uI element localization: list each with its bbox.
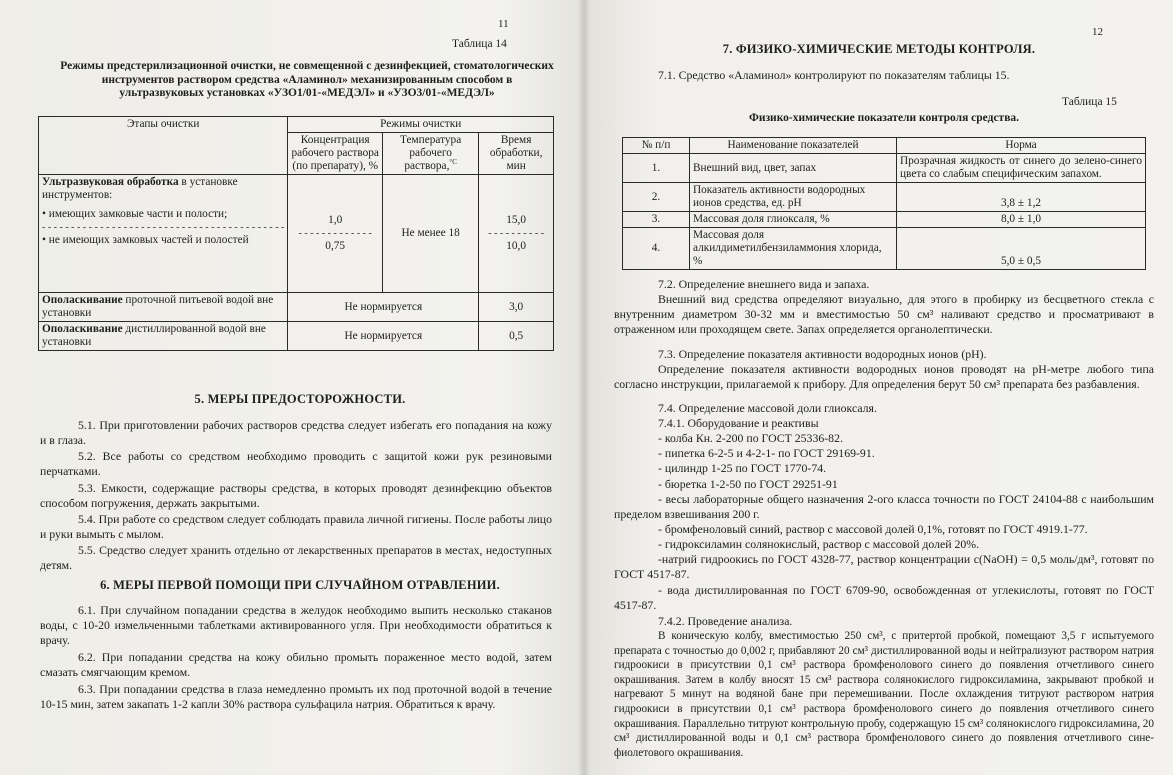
table-cell: Показатель активности водородных ионов средства, ед. pH <box>690 183 897 212</box>
right-page <box>584 0 1173 775</box>
section-6-title: 6. МЕРЫ ПЕРВОЙ ПОМОЩИ ПРИ СЛУЧАЙНОМ ОТРАВЛЕНИИ. <box>100 578 500 592</box>
paragraph-7-4-2: В коническую колбу, вместимостью 250 см³, с притертой пробкой, помещают 3,5 г испытуемого препарата с точностью до 0,002 г, прибавляют 20 см³ дистиллированной воды и нейтрализуют раствором натрия гидроокиси в присутствии 0,1 см³ раствора бромфенолового синего до появления отчетливого синего окрашивания. Затем в колбу вносят 15 см³ раствора солянокислого гидроксиламина, закрывают пробкой и нагревают 5 минут на водяной бане при перемешивании. После охлаждения титруют раствором натрия гидроокиси в присутствии 0,1 см³ раствора бромфенолового синего до появления отчетливого синего окрашивания. Параллельно титруют контрольную пробу, содержащую 15 см³ солянокислого гидроксиламина, 20 см³ дистиллированной воды и 0,1 см³ раствора бромфенолового синего до появления отчетливого сине-фиолетового окрашивания. <box>614 630 1154 759</box>
row-rinse-tap-stage: Ополаскивание проточной питьевой водой вне установки <box>39 293 288 322</box>
paragraph-5-2: 5.2. Все работы со средством необходимо проводить с защитой кожи рук резиновыми перчатками. <box>40 449 552 479</box>
book-gutter <box>578 0 590 775</box>
paragraph-6-2: 6.2. При попадании средства на кожу обильно промыть пораженное место водой, затем смазать смягчающим кремом. <box>40 650 552 680</box>
header-time: Время обработки, мин <box>479 133 554 175</box>
paragraph-7-2: Внешний вид средства определяют визуально, для этого в пробирку из бесцветного стекла с внутренним диаметром 30-32 мм и вместимостью 50 см³ наливают средство и просматривают в отраженном или проходящем свете. Запах определяется органолептически. <box>614 292 1154 337</box>
paragraph-5-5: 5.5. Средство следует хранить отдельно от лекарственных препаратов в местах, недоступных детям. <box>40 543 552 573</box>
row-ultrasound-stage: Ультразвуковая обработка в установке инструментов: • имеющих замковые части и полости; - - - - - - - - - - - - - - - - - - - - - - - - - - - - - - - - - - - - - - - - - - • не имеющих замковых частей и полостей <box>39 175 288 293</box>
table-cell: 1. <box>623 154 690 183</box>
divider: - - - - - - - - - - <box>488 228 545 239</box>
list-item: - бромфеноловый синий, раствор с массовой долей 0,1%, готовят по ГОСТ 4919.1-77. <box>658 522 1088 536</box>
paragraph-6-3: 6.3. При попадании средства в глаза немедленно промыть их под проточной водой в течение 10-15 мин, затем закапать 1-2 капли 30% раствора сульфацила натрия. Обратиться к врачу. <box>40 682 552 712</box>
list-item: - колба Кн. 2-200 по ГОСТ 25336-82. <box>658 431 843 445</box>
page-number: 12 <box>1092 26 1103 38</box>
row-rinse-tap-time: 3,0 <box>479 293 554 322</box>
paragraph-7-1: 7.1. Средство «Аламинол» контролируют по показателям таблицы 15. <box>658 68 1010 82</box>
list-item: - вода дистиллированная по ГОСТ 6709-90, освобожденная от углекислоты, готовят по ГОСТ 4517-87. <box>614 583 1154 613</box>
section-7-title: 7. ФИЗИКО-ХИМИЧЕСКИЕ МЕТОДЫ КОНТРОЛЯ. <box>722 42 1036 56</box>
list-item: • не имеющих замковых частей и полостей <box>42 234 249 246</box>
equipment-list <box>658 431 1154 492</box>
row-rinse-distilled-time: 0,5 <box>479 322 554 351</box>
header-modes: Режимы очистки <box>288 117 554 133</box>
section-7-4-2-title: 7.4.2. Проведение анализа. <box>658 614 793 628</box>
table-cell: 5,0 ± 0,5 <box>897 228 1146 270</box>
header-number: № п/п <box>623 138 690 154</box>
table-cell: Массовая доля алкилдиметилбензиламмония хлорида, % <box>690 228 897 270</box>
paragraph-5-3: 5.3. Емкости, содержащие растворы средства, в которых проводят дезинфекцию объектов способом погружения, держать закрытыми. <box>40 481 552 511</box>
page-number: 11 <box>498 18 509 30</box>
header-stage: Этапы очистки <box>39 117 288 175</box>
divider: - - - - - - - - - - - - - - - - - - - - - - - - - - - - - - - - - - - - - - - - - - <box>42 222 285 233</box>
section-5-title: 5. МЕРЫ ПРЕДОСТОРОЖНОСТИ. <box>194 392 406 406</box>
paragraph-6-1: 6.1. При случайном попадании средства в желудок необходимо выпить несколько стаканов воды, с 10-20 измельченными таблетками активированного угля. При необходимости обратиться к врачу. <box>40 603 552 648</box>
table-cell: 8,0 ± 1,0 <box>897 212 1146 228</box>
header-indicator: Наименование показателей <box>690 138 897 154</box>
divider: - - - - - - - - - - - - - <box>298 228 372 239</box>
paragraph-7-3: Определение показателя активности водородных ионов проводят на pH-метре любого типа согласно инструкции, прилагаемой к прибору. Для определения берут 50 см³ препарата без разбавления. <box>614 362 1154 392</box>
list-item: - гидроксиламин солянокислый, раствор с массовой долей 20%. <box>658 537 980 551</box>
row-ultrasound-time: 15,0 - - - - - - - - - - 10,0 <box>479 175 554 293</box>
list-item: - весы лабораторные общего назначения 2-ого класса точности по ГОСТ 24104-88 с наибольшим пределом взвешивания 200 г. <box>614 492 1154 522</box>
section-7-4-1-title: 7.4.1. Оборудование и реактивы <box>658 416 819 430</box>
table-title: Режимы предстерилизационной очистки, не совмещенной с дезинфекцией, стоматологических инструментов раствором средства «Аламинол» механизированным способом в ультразвуковых установках «УЗО1/01-«МЕДЭЛ» и «УЗО3/01-«МЕДЭЛ» <box>60 60 554 99</box>
header-temperature: Температура рабочего раствора,$^{^\circ С}$ <box>383 133 479 175</box>
table-15 <box>622 137 1146 270</box>
paragraph-5-1: 5.1. При приготовлении рабочих растворов средства следует избегать его попадания на кожу и в глаза. <box>40 418 552 448</box>
list-item: - цилиндр 1-25 по ГОСТ 1770-74. <box>658 461 827 476</box>
table-label: Таблица 14 <box>452 38 507 50</box>
left-page <box>0 0 584 775</box>
row-rinse-tap-norm: Не нормируется <box>288 293 479 322</box>
table-cell: Внешний вид, цвет, запах <box>690 154 897 183</box>
section-7-3-title: 7.3. Определение показателя активности водородных ионов (pH). <box>658 347 987 361</box>
list-item: -натрий гидроокись по ГОСТ 4328-77, раствор концентрации c(NaOH) = 0,5 моль/дм³, готовят по ГОСТ 4517-87. <box>614 552 1154 582</box>
table-cell: 3. <box>623 212 690 228</box>
section-7-4-title: 7.4. Определение массовой доли глиоксаля. <box>658 401 877 415</box>
table-cell: 3,8 ± 1,2 <box>897 183 1146 212</box>
table-14 <box>38 116 554 351</box>
row-ultrasound-temp: Не менее 18 <box>383 175 479 293</box>
table-label: Таблица 15 <box>1062 96 1117 108</box>
table-cell: 2. <box>623 183 690 212</box>
table-cell: Массовая доля глиоксаля, % <box>690 212 897 228</box>
row-ultrasound-conc: 1,0 - - - - - - - - - - - - - 0,75 <box>288 175 383 293</box>
header-concentration: Концентрация рабочего раствора (по препарату), % <box>288 133 383 175</box>
list-item: • имеющих замковые части и полости; <box>42 208 228 220</box>
list-item: - бюретка 1-2-50 по ГОСТ 29251-91 <box>658 476 838 491</box>
row-rinse-distilled-norm: Не нормируется <box>288 322 479 351</box>
paragraph-5-4: 5.4. При работе со средством следует соблюдать правила личной гигиены. После работы лицо и руки вымыть с мылом. <box>40 512 552 542</box>
table-title: Физико-химические показатели контроля средства. <box>748 112 1020 124</box>
table-cell: 4. <box>623 228 690 270</box>
table-cell: Прозрачная жидкость от синего до зелено-синего цвета со слабым специфическим запахом. <box>897 154 1146 183</box>
section-7-2-title: 7.2. Определение внешнего вида и запаха. <box>658 277 870 291</box>
list-item: - пипетка 6-2-5 и 4-2-1- по ГОСТ 29169-91. <box>658 446 875 461</box>
header-norm: Норма <box>897 138 1146 154</box>
row-rinse-distilled-stage: Ополаскивание дистиллированной водой вне установки <box>39 322 288 351</box>
